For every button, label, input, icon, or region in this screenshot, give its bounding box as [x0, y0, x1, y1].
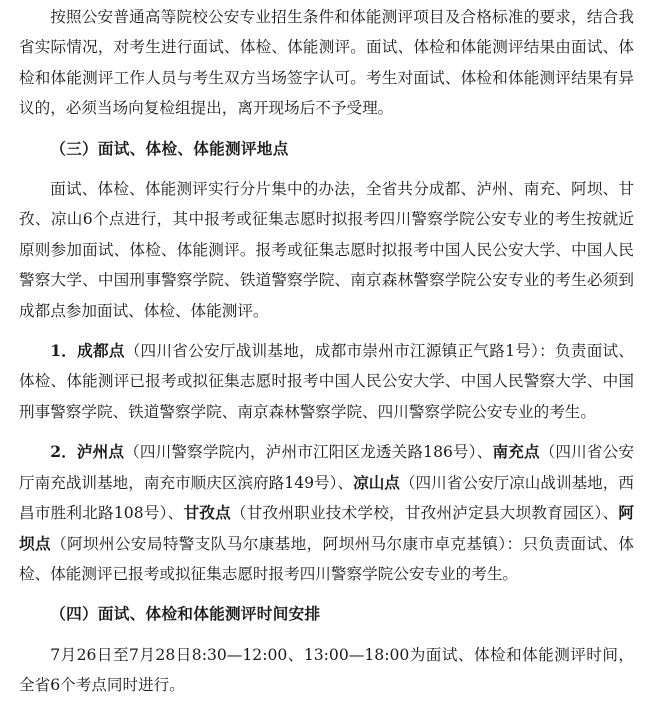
location-detail-luzhou: （四川警察学院内，泸州市江阳区龙透关路186号）、 [124, 443, 493, 462]
location-name-ganzi: 甘孜点 [183, 503, 231, 523]
location-name-liangshan: 凉山点 [353, 472, 400, 492]
location-detail-ganzi: （甘孜州职业技术学校，甘孜州泸定县大坝教育园区）、 [230, 504, 619, 523]
paragraph-schedule: 7月26日至7月28日8:30—12:00、13:00—18:00为面试、体检和体能测评时间，全省6个考点同时进行。 [19, 645, 634, 695]
location-name-nanchong: 南充点 [492, 442, 540, 462]
location-detail-liangshan: （四川省公安厅凉山战训基地，西昌市胜利北路108号）、 [19, 473, 634, 523]
location-name-luzhou: 泸州点 [76, 442, 125, 462]
location-item-chengdu [19, 336, 634, 427]
item-number: 2． [50, 442, 77, 462]
paragraph-requirements: 按照公安普通高等院校公安专业招生条件和体能测评项目及合格标准的要求，结合我省实际情况，对考生进行面试、体检、体能测评。面试、体检和体能测评结果由面试、体检和体能测评工作人员与考生双方当场签字认可。考生对面试、体检和体能测评结果有异议的，必须当场向复检组提出，离开现场后不予受理。 [19, 8, 634, 118]
location-detail-aba: （阿坝州公安局特警支队马尔康基地，阿坝州马尔康市卓克基镇）：只负责面试、体检、体能测评已报考或拟征集志愿时报考四川警察学院公安专业的考生。 [19, 534, 634, 583]
location-detail-chengdu: （四川省公安厅战训基地，成都市崇州市江源镇正气路1号）：负责面试、体检、体能测评已报考或拟征集志愿时报考中国人民公安大学、中国人民警察大学、中国刑事警察学院、铁道警察学院、南京森林警察学院、四川警察学院公安专业的考生。 [19, 342, 634, 421]
section-heading-locations: （三）面试、体检、体能测评地点 [50, 138, 289, 158]
location-name-chengdu: 成都点 [77, 341, 125, 361]
section-heading-schedule: （四）面试、体检和体能测评时间安排 [50, 604, 321, 624]
item-number: 1． [50, 341, 78, 361]
location-name-aba: 阿坝点 [19, 503, 634, 553]
document-page [0, 2, 654, 717]
paragraph-location-arrangement: 面试、体检、体能测评实行分片集中的办法，全省共分成都、泸州、南充、阿坝、甘孜、凉山6个点进行，其中报考或征集志愿时拟报考四川警察学院公安专业的考生按就近原则参加面试、体检、体能测评。报考或征集志愿时拟报考中国人民公安大学、中国人民警察大学、中国刑事警察学院、铁道警察学院、南京森林警察学院公安专业的考生必须到成都点参加面试、体检、体能测评。 [19, 180, 634, 320]
location-detail-nanchong: （四川省公安厅南充战训基地，南充市顺庆区滨府路149号）、 [19, 443, 634, 492]
location-item-others [19, 437, 634, 589]
